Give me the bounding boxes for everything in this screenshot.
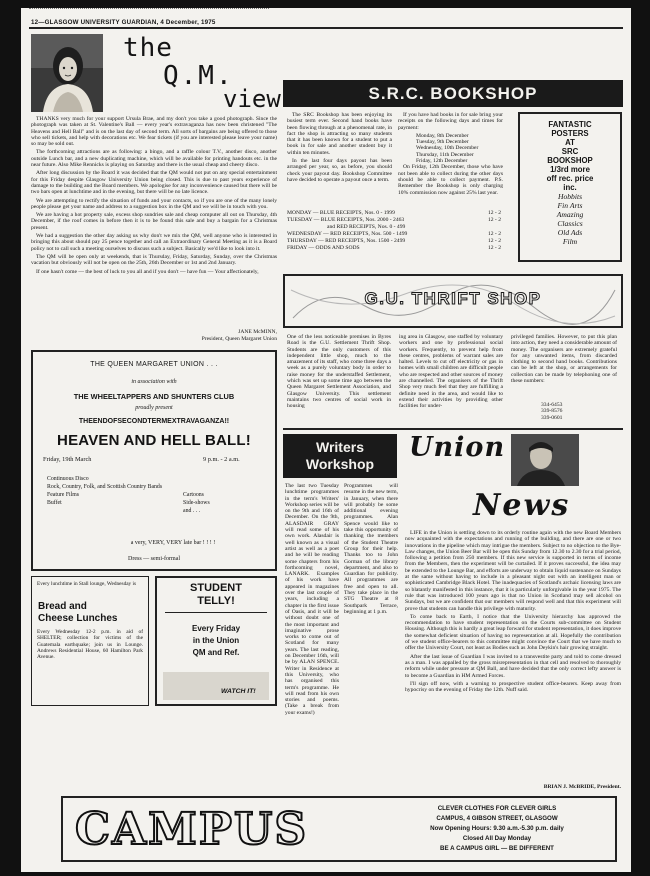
poster-line: BOOKSHOP xyxy=(547,156,593,165)
schedule-row xyxy=(287,224,503,231)
schedule-what: RED RECEIPTS, Nos. 1500 - 2499 xyxy=(325,238,406,244)
schedule-time: 12 - 2 xyxy=(487,217,501,223)
posters-ad-text xyxy=(520,120,620,192)
qm-view-banner xyxy=(101,34,281,112)
student-telly-ad xyxy=(155,576,277,706)
thrift-col-1: One of the less noticeable premises in Byres Road is the G.U. Settlement Thrift Shop. Students are the only customers of this independent little shop, much to the amazement of its staff, who come three days a week as a purely voluntary body in order to raise money for the understaffed Settlement, which was set up some time ago between the Queen Margaret Settlement Association, and Glasgow University. This settlement maintains two centres of social work in housing xyxy=(287,334,391,410)
poster-line: FANTASTIC xyxy=(548,120,592,129)
bread-body: Every Wednesday 12-2 p.m. in aid of SHELTER; collection for victims of the Guatemala earthquake; join us in Lounge. Andrews Residential House, 60 Hamilton Park Avenue. xyxy=(37,629,143,661)
ad-act-note: and . . . xyxy=(183,508,201,514)
union-paragraph: After the last issue of Guardian I was invited to a transvestite party and told to come dressed as a man. I was appalled by the gross misrepresentation in that cell and resolved to thoroughly reform while under pressure at QM Ball, and have decided that the only correct lefty answer is to become a Guardian in HM Armed Forces. xyxy=(405,653,621,679)
union-paragraph: To come back to Earth, I notice that the University hierarchy has approved the recommendation to have student representation on the Courts sub-committee on Student Housing. Although this is hardly a great leap forward for student representation, it does improve the somewhat deficient situation of having no representation at all. Hopefully the contribution of we student office-bearers to this committee might convince the Court that we have much to offer the University Court, not least as Bodies such as John Deykin's hair growing straight. xyxy=(405,613,621,652)
schedule-row: TUESDAY — BLUE RECEIPTS, Nos. 2000 - 2463 12 - 2 xyxy=(287,217,501,223)
schedule-what: BLUE RECEIPTS, Nos. 2000 - 2463 xyxy=(320,217,405,223)
union-news-article xyxy=(405,530,621,782)
telly-scribble xyxy=(163,672,269,700)
thrift-shop-banner xyxy=(283,274,623,328)
ad-act-note: Side-shows xyxy=(183,500,210,506)
posters-categories xyxy=(520,192,620,246)
phone-number: 339-8576 xyxy=(541,408,563,415)
poster-category: Classics xyxy=(557,219,583,228)
schedule-day: FRIDAY xyxy=(287,245,308,251)
ad-date: Friday, 19th March xyxy=(43,456,92,463)
poster-line: SRC xyxy=(561,147,579,156)
page-header: 12—GLASGOW UNIVERSITY GUARDIAN, 4 December, 1975 xyxy=(31,19,216,26)
ad-headline: HEAVEN AND HELL BALL! xyxy=(57,432,251,449)
schedule-day: WEDNESDAY xyxy=(287,231,322,237)
qm-paragraph: After long discussion by the Board it was decided that the QM would not put on any special entertainment for this Friday despite Glasgow University Union being closed. This is due to past years experience of damage to the building and the Board members. We apologise for any inconvenience caused but there will be two bars open at lunchtime and in the evening, but there will be no late licence. xyxy=(31,170,277,196)
campus-ad xyxy=(61,796,617,862)
src-bookshop-banner xyxy=(283,80,623,107)
telly-title-1: STUDENT xyxy=(190,582,242,594)
author-photo xyxy=(31,34,103,112)
poster-category: Hobbits xyxy=(557,192,583,201)
schedule-what: RED RECEIPTS, Nos. 500 - 1499 xyxy=(330,231,408,237)
src-payout-schedule xyxy=(287,210,503,252)
writers-col-2: Programmes will resume in the new term, in January, when there will probably be some additional evening programmes. Alan Spence would like to take this opportunity of thanking the members of the Student Theatre Group for their help. Thanks too to John Gorman of the library department, and also to Guardian for publicity. All programmes are free and open to all. They take place in the STG Theatre at 8 Southpark Terrace, beginning at 1 p.m. xyxy=(344,483,398,615)
campus-ad-lines xyxy=(383,804,611,854)
schedule-time: 12 - 2 xyxy=(487,231,501,237)
writers-col-1: The last two Tuesday lunchtime programmes in the term's Writers' Workshop series will be on the 9th and 16th of December. On the 9th, ALASDAIR GRAY will read some of his own work. Alasdair is well known as a visual artist as well as a poet and he will be reading some chapters from his forthcoming novel, LANARK. Examples of his work have appeared in magazines over the last couple of years, including a chapter in the first issue of Oasis, and it will be without doubt one of the most important and imaginative prose works to come out of Scotland for many years. The last reading, on December 16th, will be by ALAN SPENCE. Writer in Residence at this University, who has organised this term's programme. He will read from his own stories and poems. (Take a break from your exams!) xyxy=(285,483,339,716)
header-rule xyxy=(29,27,623,29)
poster-line: 1/3rd more xyxy=(550,165,590,174)
telly-body-1: Every Friday xyxy=(191,624,241,633)
ad-association: in association with xyxy=(131,379,177,385)
thrift-col-3: privileged families. However, to put this plan into action, they need a considerable amount of money. The organisers are extremely grateful for any unwanted items, from discarded clothing to second hand books. Contributions can be left at the shop, or arrangements for collection can be made by telephoning one of these numbers: xyxy=(511,334,617,385)
qm-paragraph: We are having a hot property sale, excess shop sundries sale and cheap computer all out on Thursday, 4th December, if the roof comes in before then it is to be found this sale and buy a bargain for a Christmas present. xyxy=(31,212,277,231)
campus-line: CLEVER CLOTHES FOR CLEVER GIRLS xyxy=(437,805,557,812)
writers-banner-1: Writers xyxy=(316,439,364,455)
schedule-day: TUESDAY xyxy=(287,217,313,223)
campus-line: BE A CAMPUS GIRL — BE DIFFERENT xyxy=(440,845,554,852)
schedule-day: MONDAY xyxy=(287,210,312,216)
ad-bar: a very, VERY, VERY late bar ! ! ! ! xyxy=(130,540,216,546)
top-margin-mark xyxy=(29,8,269,11)
ad-act-name: Continuous Disco xyxy=(47,476,89,482)
qm-paragraph: THANKS very much for your support Ursula Brae, and my don't you take a good photograph. Since the photograph was taken at St. Valentine's Ball — every year's extravaganza has now been christened "The Heavens and Hell Ball" and is on the last day of second term. All sorts of bargains are being offered to those who sell tickets, and help with decorations etc. We fear tickets (if you are interested please leave your name) so may be sold out. xyxy=(31,116,277,148)
src-day: Thursday, 11th December xyxy=(416,151,474,158)
ad-act-name: Buffet xyxy=(47,500,62,506)
qm-title-the: the xyxy=(123,33,173,63)
qm-paragraph: If one hasn't come — the best of luck to you all and if you don't — have fun — Your affectionately, xyxy=(36,268,259,275)
bread-cheese-ad xyxy=(31,576,149,706)
qm-signature-title: President, Queen Margaret Union xyxy=(201,336,277,342)
src-paragraph: The SRC Bookshop has been enjoying its busiest term ever. Second hand books have been flowing through at a phenomenal rate, in fact the shop is attracting so many students that it has been known for a student to put a book in for sale and another student buy it within ten minutes. xyxy=(287,112,392,156)
campus-line: Closed All Day Monday xyxy=(462,835,532,842)
qm-signature: JANE McMINN, xyxy=(238,329,277,335)
ad-union-name: THE QUEEN MARGARET UNION . . . xyxy=(90,361,218,368)
src-day: Tuesday, 9th December xyxy=(416,139,469,146)
telly-rule xyxy=(165,612,267,613)
ad-act-note: Cartoons xyxy=(183,492,204,498)
heaven-hell-ad xyxy=(31,350,277,571)
src-paragraph: If you have had books in for sale bring your receipts on the following days and times for payment: xyxy=(398,112,503,131)
src-day: Friday, 12th December xyxy=(416,158,468,165)
union-title: Union xyxy=(409,432,506,463)
news-title: News xyxy=(473,488,571,523)
poster-line: POSTERS xyxy=(551,129,589,138)
campus-line: CAMPUS, 4 GIBSON STREET, GLASGOW xyxy=(436,815,558,822)
writers-workshop-banner xyxy=(283,434,397,478)
newspaper-page xyxy=(21,8,631,872)
qm-paragraph: We had a suggestion the other day asking us why don't we mix the QM, well anyone who is interested in bringing this about should pay 25 pence together and call an Extraordinary General Meeting as it is a Board policy not to call such a meeting ourselves to discuss such a subject. Basically we'd like to look into it. xyxy=(31,233,277,252)
ad-time: 9 p.m. - 2 a.m. xyxy=(203,456,240,463)
qm-title-view: view xyxy=(223,85,281,113)
campus-logo: CAMPUS xyxy=(75,804,309,855)
bread-title-1: Bread and xyxy=(38,601,87,612)
schedule-what: ODDS AND SODS xyxy=(315,245,360,251)
src-paragraph: In the last four days payout has been arranged per year, so, as before, you should check your payout day. Bookshop Committee have decided to operate a payout once a term. xyxy=(287,158,392,183)
president-photo xyxy=(511,434,579,486)
bread-intro: Every lunchtime in Stall lounge, Wednesday is xyxy=(37,581,137,587)
union-paragraph: LIFE in the Union is settling down to its orderly routine again with the new Board Members now acquainted with the expectations and running of the building, and there are one or two innovations in the pipeline which may intrigue the members. Subject to no objection to the Bye-Law changes, the Union Beer Bar will be open this Sunday from 12.30 to 2.30 for a trial period, following a petition from 250 members. If this new service is supported in terms of income from the Members, then the experiment will be curtailed. If it proves successful, the idea may be extended to the Lounge Bar, and efforts are underway to obtain liquid sustenance on Sundays at the same without having to include in a pleasant night out with an intelligent man or sophisticated Cambridge Black Hotel. The inadequacies of Scotland's archaic licensing laws are so blatantly manifested in this instance, that it is particularly unforgivable in the year 1975. The rule that was introduced 100 years ago is that no Union in Scotland may sell alcohol on Sundays, but we are confident that our members will respond well and that this experiment will prove that students can handle this privilege with maturity. xyxy=(405,530,621,612)
src-paragraph: On Friday, 12th December, those who have not been able to collect during the other days should be able to collect payment. P.S. Remember the Bookshop is only charging 10% commission now against 25% last year. xyxy=(398,164,503,196)
schedule-time: 12 - 2 xyxy=(487,238,501,244)
poster-category: Old Ads xyxy=(557,228,583,237)
ad-act-name: Rock, Country, Folk, and Scottish Country Bands xyxy=(47,484,163,490)
schedule-time: 12 - 2 xyxy=(487,245,501,251)
ad-subtitle: THEENDOFSECONDTERMEXTRAVAGANZA!! xyxy=(78,418,230,425)
src-banner-text: S.R.C. BOOKSHOP xyxy=(368,84,538,103)
telly-body-3: QM and Ref. xyxy=(192,648,240,657)
union-news-masthead xyxy=(403,432,623,528)
qm-paragraph: We are attempting to rectify the situation of funds and your contacts, so if you are one of the many lonely people please get your name and address to a suggestion box in the QM and we will be in touch with you. xyxy=(31,197,277,210)
src-day: Wednesday, 10th December xyxy=(416,145,479,152)
schedule-row: THURSDAY — RED RECEIPTS, Nos. 1500 - 2499 12 - 2 xyxy=(287,238,501,244)
union-signature: BRIAN J. McBRIDE, President. xyxy=(543,784,621,790)
thrift-phones xyxy=(541,402,601,421)
qm-paragraph: The forthcoming attractions are as following: a bingo, and a raffle colour T.V., another disco, another outside Lunch bar, and a new duplicating machine, which will be available for printing handouts etc. in the near future. Also Mike Rennicks is playing on Saturday and there is the usual cheap and cheery disco. xyxy=(31,149,277,169)
ad-presents: proudly present xyxy=(135,405,173,411)
union-paragraph: I'll sign off now, with a warning to prospective student office-bearers. Keep away from hypocrisy on the evening of Friday the 12th. Nuff said. xyxy=(405,680,621,694)
qm-view-article xyxy=(31,116,277,334)
schedule-what: BLUE RECEIPTS, Nos. 0 - 1999 xyxy=(319,210,395,216)
poster-line: inc. xyxy=(563,183,577,192)
ad-act-name: Feature Films xyxy=(47,492,80,498)
ad-club-name: THE WHEELTAPPERS AND SHUNTERS CLUB xyxy=(73,392,235,401)
src-day: Monday, 8th December xyxy=(416,132,469,139)
schedule-day: THURSDAY xyxy=(287,238,317,244)
poster-line: off rec. price xyxy=(546,174,594,183)
campus-line: Now Opening Hours: 9.30 a.m.-5.30 p.m. daily xyxy=(430,825,564,832)
thrift-col-2: ing area in Glasgow, one staffed by voluntary workers and one by professional social workers. Frequently, to prevent help from these centres, problems of warrant sales are halted. Levels to cut off electricity or gas in homes with small children are difficult people who are respected and other sources of money are channelled. The organisers of the Thrift Shop very much feel that they are fulfilling a definite need in the area, and would like to extend their activities by providing other facilities for under- xyxy=(399,334,503,410)
schedule-row: MONDAY — BLUE RECEIPTS, Nos. 0 - 1999 12 - 2 xyxy=(287,210,501,216)
qm-paragraph: The QM will be open only at weekends, that is Thursday, Friday, Saturday, Sunday, over the Christmas vacation but obviously will not be open on the 25th, 26th December or 1st and 2nd January. xyxy=(31,253,277,267)
phone-number: 334-6453 xyxy=(541,402,563,408)
schedule-row: WEDNESDAY — RED RECEIPTS, Nos. 500 - 1499 12 - 2 xyxy=(287,231,501,237)
thrift-banner-text: G.U. THRIFT SHOP xyxy=(364,289,542,308)
section-rule xyxy=(283,428,623,430)
telly-cta: WATCH IT! xyxy=(221,688,256,695)
src-col-1 xyxy=(287,112,392,208)
schedule-what: and RED RECEIPTS, Nos. 0 - 499 xyxy=(327,224,406,230)
phone-number: 339-0601 xyxy=(541,414,563,421)
poster-line: AT xyxy=(565,138,575,147)
poster-category: Fin Arts xyxy=(557,201,583,210)
telly-title-2: TELLY! xyxy=(197,595,235,607)
writers-banner-2: Workshop xyxy=(305,456,375,472)
poster-category: Amazing xyxy=(556,210,584,219)
schedule-row: FRIDAY — ODDS AND SODS 12 - 2 xyxy=(287,245,501,251)
bread-title-2: Cheese Lunches xyxy=(38,613,118,624)
src-col-2 xyxy=(398,112,503,208)
ad-dress: Dress — semi-formal xyxy=(128,556,180,562)
posters-ad xyxy=(518,112,622,262)
schedule-time: 12 - 2 xyxy=(487,210,501,216)
qm-title-qm: Q.M. xyxy=(163,61,234,91)
poster-category: Film xyxy=(562,237,578,246)
telly-body-2: in the Union xyxy=(192,636,240,645)
